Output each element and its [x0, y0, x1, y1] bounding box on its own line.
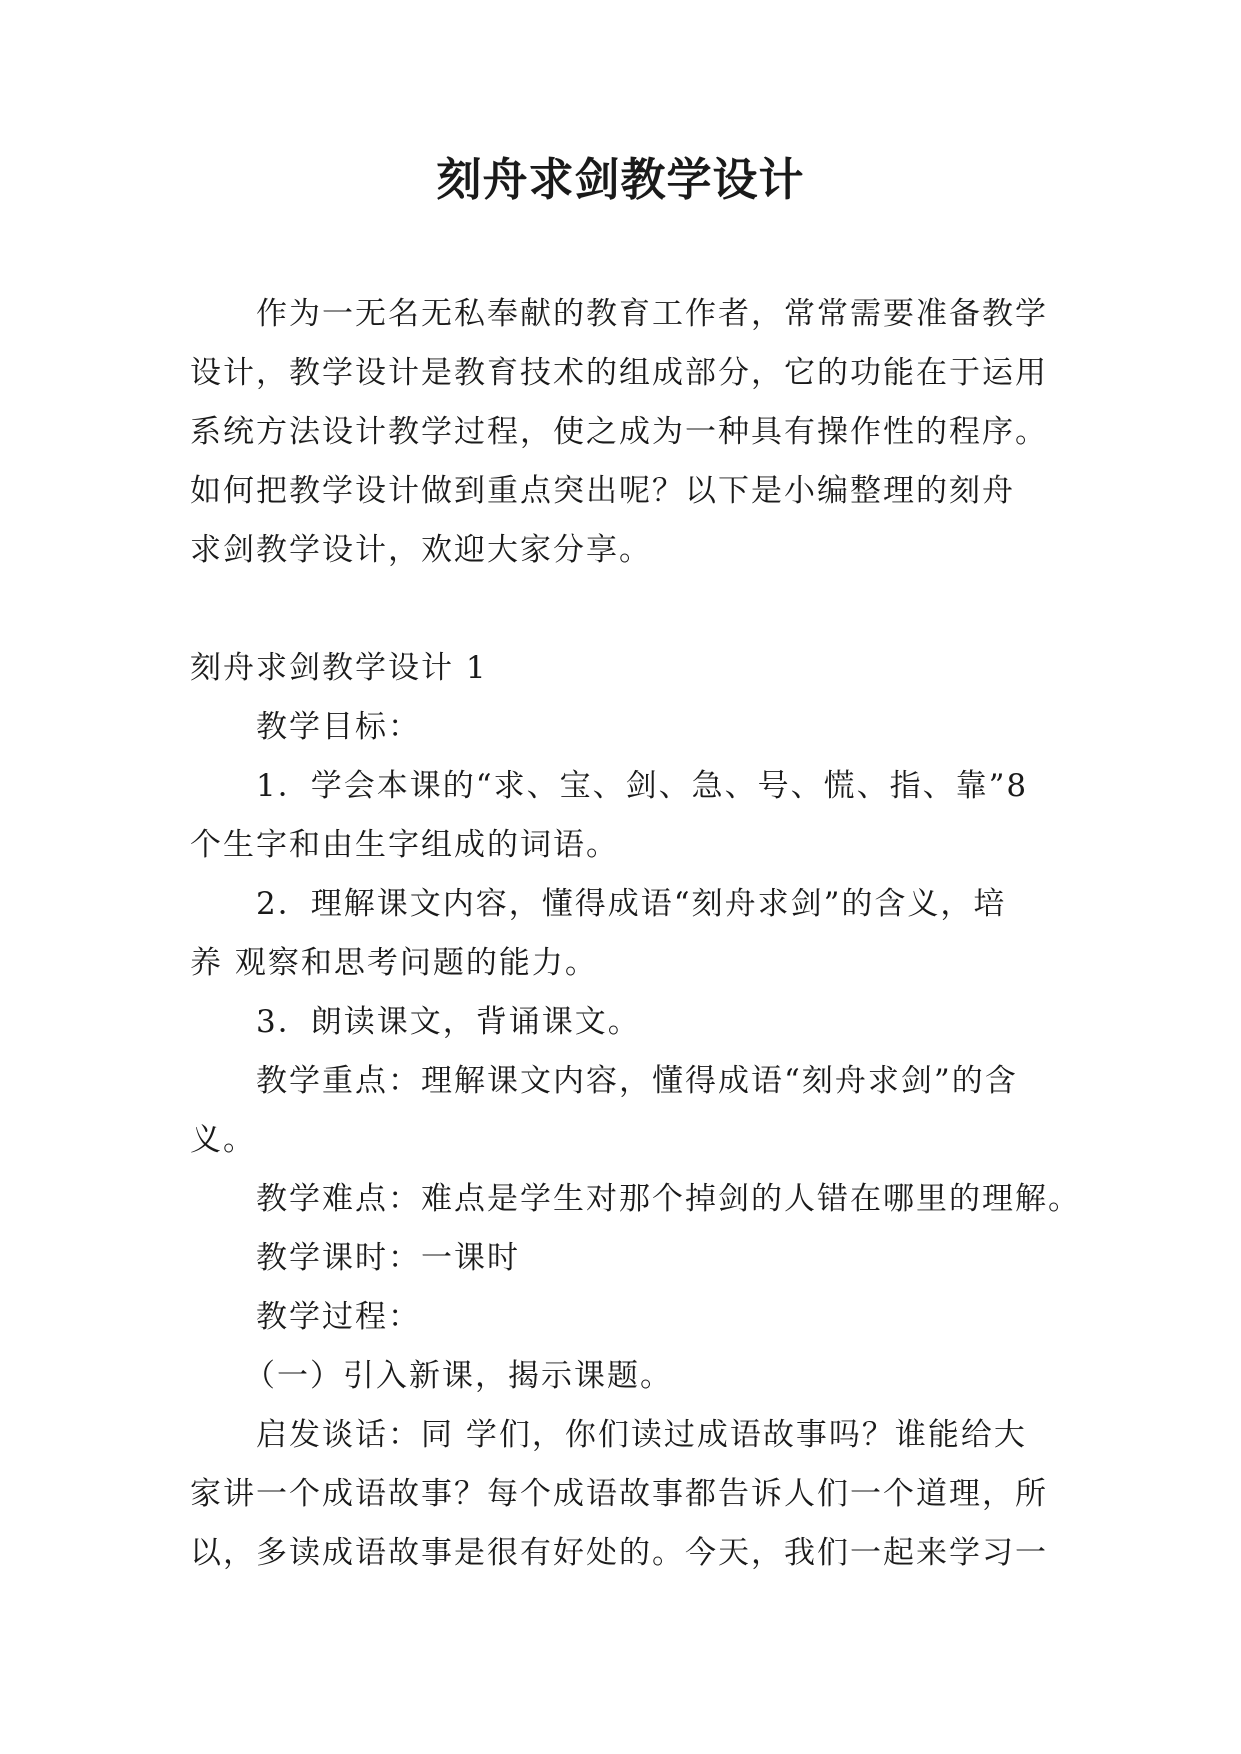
goal-2-line: 2．理解课文内容，懂得成语“刻舟求剑”的含义，培	[256, 886, 1007, 922]
intro-line: 作为一无名无私奉献的教育工作者，常常需要准备教学	[256, 296, 1048, 332]
intro-line: 系统方法设计教学过程，使之成为一种具有操作性的程序。	[190, 414, 1048, 450]
document-body	[190, 285, 1081, 1583]
document-title: 刻舟求剑教学设计	[436, 153, 805, 206]
process-label: 教学过程：	[256, 1299, 421, 1335]
intro-line: 求剑教学设计，欢迎大家分享。	[190, 532, 652, 568]
goal-1-line: 1．学会本课的“求、宝、剑、急、号、慌、指、靠”8	[256, 768, 1029, 804]
goal-2-line: 养 观察和思考问题的能力。	[190, 945, 598, 981]
class-hours: 教学课时：一课时	[256, 1240, 520, 1276]
key-point-line: 义。	[190, 1122, 256, 1158]
step-1: （一）引入新课，揭示课题。	[244, 1358, 673, 1394]
talk-line: 启发谈话：同 学们，你们读过成语故事吗？谁能给大	[256, 1417, 1027, 1453]
difficulty: 教学难点：难点是学生对那个掉剑的人错在哪里的理解。	[256, 1181, 1081, 1217]
intro-line: 如何把教学设计做到重点突出呢？以下是小编整理的刻舟	[190, 473, 1015, 509]
goals-label: 教学目标：	[256, 709, 421, 745]
paragraph-gap	[190, 580, 1070, 639]
talk-line: 以，多读成语故事是很有好处的。今天，我们一起来学习一	[190, 1535, 1048, 1571]
key-point-line: 教学重点：理解课文内容，懂得成语“刻舟求剑”的含	[256, 1063, 1018, 1099]
talk-line: 家讲一个成语故事？每个成语故事都告诉人们一个道理，所	[190, 1476, 1048, 1512]
goal-1-line: 个生字和由生字组成的词语。	[190, 827, 619, 863]
section-heading: 刻舟求剑教学设计 1	[190, 650, 488, 686]
intro-line: 设计，教学设计是教育技术的组成部分，它的功能在于运用	[190, 355, 1048, 391]
goal-3: 3．朗读课文，背诵课文。	[256, 1004, 641, 1040]
